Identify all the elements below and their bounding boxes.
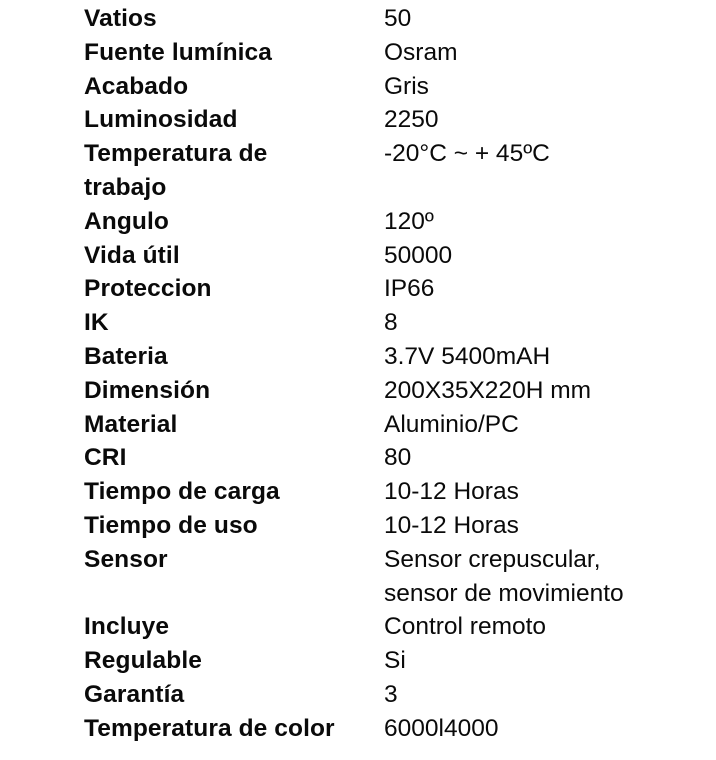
spec-row-garantia	[84, 678, 704, 712]
spec-label: Tiempo de carga	[84, 478, 280, 506]
spec-label: Vatios	[84, 5, 157, 32]
spec-row-vida-util	[84, 239, 704, 273]
spec-label: Bateria	[84, 342, 168, 370]
spec-value: 10-12 Horas	[384, 511, 519, 539]
spec-value-line: Sensor crepuscular,	[384, 545, 601, 573]
spec-label: Incluye	[84, 613, 170, 641]
spec-label: Vida útil	[84, 241, 180, 269]
spec-row-ik	[84, 306, 704, 340]
spec-label: Dimensión	[84, 376, 211, 404]
spec-label: Tiempo de uso	[84, 511, 258, 539]
spec-value: 3.7V 5400mAH	[384, 342, 551, 370]
spec-row-proteccion	[84, 272, 704, 306]
spec-row-angulo	[84, 205, 704, 239]
spec-row-regulable	[84, 644, 704, 678]
spec-row-material	[84, 408, 704, 442]
spec-value: Control remoto	[384, 613, 547, 641]
spec-row-bateria	[84, 340, 704, 374]
spec-value: 8	[384, 309, 398, 337]
spec-row-fuente-luminica	[84, 36, 704, 70]
spec-value: IP66	[384, 275, 435, 303]
spec-value-line: sensor de movimiento	[384, 579, 624, 607]
spec-label	[84, 137, 384, 205]
spec-value: Gris	[384, 72, 429, 100]
spec-value: 2250	[384, 106, 439, 134]
spec-value: 50	[384, 5, 412, 32]
spec-label: Acabado	[84, 72, 189, 100]
spec-label: Garantía	[84, 680, 185, 708]
spec-row-acabado	[84, 70, 704, 104]
spec-value: 10-12 Horas	[384, 478, 519, 506]
spec-label: Fuente lumínica	[84, 38, 273, 66]
spec-row-vatios	[84, 2, 704, 36]
spec-row-tiempo-carga	[84, 475, 704, 509]
spec-value	[384, 543, 704, 611]
spec-row-cri	[84, 441, 704, 475]
spec-label: IK	[84, 309, 109, 337]
spec-label-line: Temperatura de	[84, 140, 268, 168]
spec-value: 200X35X220H mm	[384, 376, 592, 404]
spec-row-incluye	[84, 610, 704, 644]
spec-value: 6000l4000	[384, 714, 499, 742]
spec-value: Osram	[384, 38, 458, 66]
spec-value: 50000	[384, 241, 453, 269]
spec-row-dimension	[84, 374, 704, 408]
spec-row-temperatura-color	[84, 712, 704, 746]
spec-row-sensor	[84, 543, 704, 611]
spec-label: Luminosidad	[84, 106, 238, 134]
spec-label: Sensor	[84, 545, 168, 573]
spec-row-tiempo-uso	[84, 509, 704, 543]
spec-label: Temperatura de color	[84, 714, 335, 742]
spec-value: 120º	[384, 207, 434, 235]
spec-row-temperatura-trabajo	[84, 137, 704, 205]
spec-row-luminosidad	[84, 103, 704, 137]
spec-label: Proteccion	[84, 275, 212, 303]
spec-label: Material	[84, 410, 178, 438]
spec-value: Si	[384, 647, 406, 675]
spec-label: Angulo	[84, 207, 169, 235]
spec-label: Regulable	[84, 647, 202, 675]
spec-value: -20°C ~ + 45ºC	[384, 140, 550, 168]
spec-value: 80	[384, 444, 412, 472]
spec-value: Aluminio/PC	[384, 410, 519, 438]
spec-label: CRI	[84, 444, 127, 472]
spec-table	[84, 2, 704, 746]
spec-label-line: trabajo	[84, 173, 167, 201]
spec-value: 3	[384, 680, 398, 708]
